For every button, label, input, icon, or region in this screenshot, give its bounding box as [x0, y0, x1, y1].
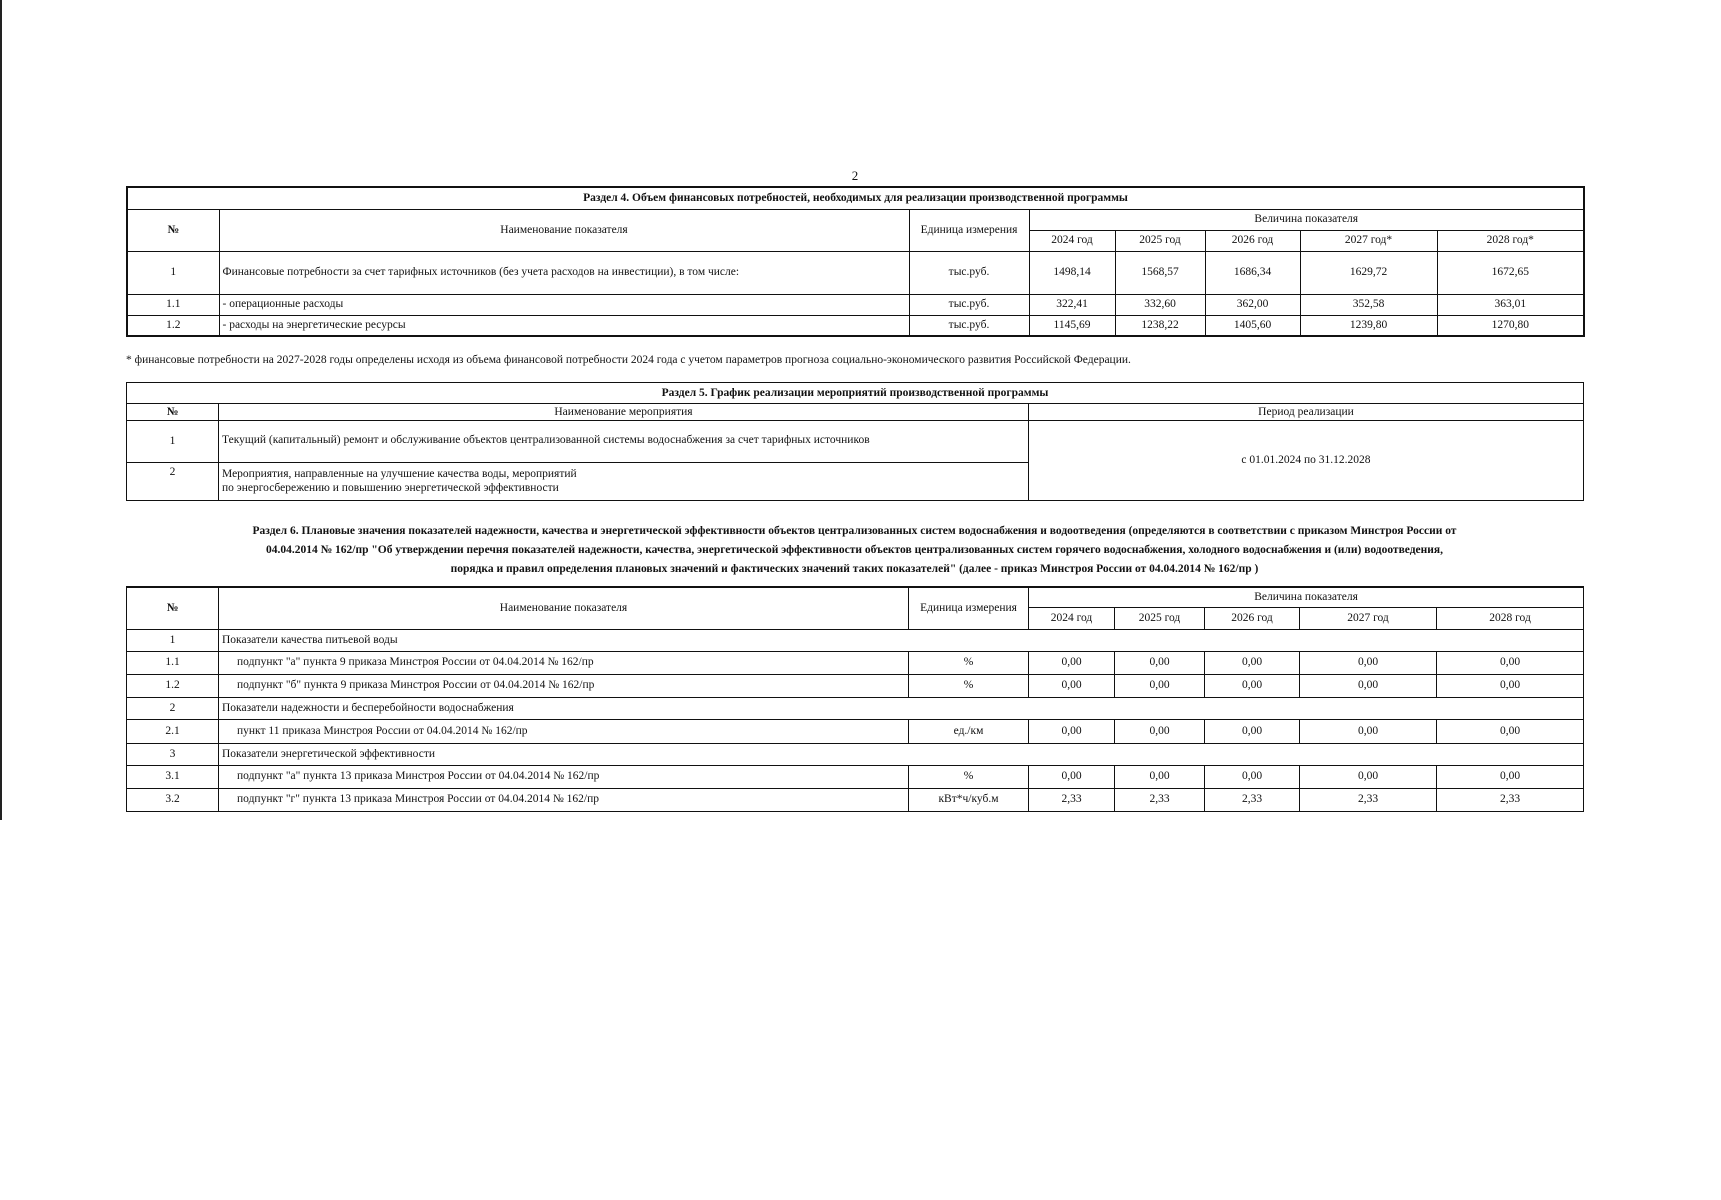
row-value: 0,00: [1300, 651, 1437, 674]
row-unit: %: [909, 765, 1029, 788]
row-unit: тыс.руб.: [909, 315, 1029, 336]
row-num: 2.1: [127, 719, 219, 743]
section4-footnote: * финансовые потребности на 2027-2028 годы определены исходя из объема финансовой потребности 2024 года с учетом параметров прогноза социально-экономического развития Российской Федерации.: [126, 354, 1131, 366]
row-name: Финансовые потребности за счет тарифных источников (без учета расходов на инвестиции), в том числе:: [219, 251, 909, 294]
row-value: 0,00: [1029, 765, 1115, 788]
row-value: 1686,34: [1205, 251, 1300, 294]
row-value: 0,00: [1205, 651, 1300, 674]
col-num-header: №: [127, 209, 219, 251]
row-value: 2,33: [1205, 788, 1300, 811]
table-row: [127, 674, 1584, 697]
row-value: 0,00: [1300, 719, 1437, 743]
section6-title-line: Раздел 6. Плановые значения показателей надежности, качества и энергетической эффективности объектов централизованных систем водоснабжения и водоотведения (определяются в соответствии с приказом Минстроя России от: [252, 525, 1457, 537]
col-name-header: Наименование показателя: [219, 209, 909, 251]
row-name-line: по энергосбережению и повышению энергетической эффективности: [222, 482, 559, 495]
row-value: 1238,22: [1115, 315, 1205, 336]
table-row: [127, 651, 1584, 674]
row-name: подпункт "г" пункта 13 приказа Минстроя России от 04.04.2014 № 162/пр: [219, 788, 909, 811]
row-value: 322,41: [1029, 294, 1115, 315]
row-unit: тыс.руб.: [909, 251, 1029, 294]
row-unit: кВт*ч/куб.м: [909, 788, 1029, 811]
table-row: [127, 788, 1584, 811]
row-value: 0,00: [1029, 651, 1115, 674]
period-value: с 01.01.2024 по 31.12.2028: [1029, 421, 1584, 501]
year-header: 2027 год: [1300, 607, 1437, 629]
row-num: 2: [127, 463, 219, 501]
row-value: 0,00: [1115, 765, 1205, 788]
group-num: 1: [127, 629, 219, 651]
row-value: 0,00: [1437, 765, 1584, 788]
row-value: 0,00: [1437, 719, 1584, 743]
group-row: [127, 629, 1584, 651]
col-unit-header: Единица измерения: [909, 587, 1029, 629]
section6-title-line: порядка и правил определения плановых значений и фактических значений таких показателей" (далее - приказ Минстроя России от 04.04.2014 № 162/пр ): [450, 563, 1259, 575]
row-value: 0,00: [1115, 719, 1205, 743]
row-value: 0,00: [1205, 765, 1300, 788]
group-num: 3: [127, 743, 219, 765]
row-value: 0,00: [1437, 651, 1584, 674]
section5-title: Раздел 5. График реализации мероприятий производственной программы: [127, 383, 1584, 404]
row-name: подпункт "а" пункта 9 приказа Минстроя России от 04.04.2014 № 162/пр: [219, 651, 909, 674]
row-unit: ед./км: [909, 719, 1029, 743]
year-header: 2028 год: [1437, 607, 1584, 629]
row-num: 1: [127, 251, 219, 294]
table-row: [127, 719, 1584, 743]
row-num: 1: [127, 421, 219, 463]
group-num: 2: [127, 697, 219, 719]
table-row: [127, 421, 1584, 463]
row-value: 0,00: [1115, 651, 1205, 674]
table-row: [127, 251, 1584, 294]
section6-title-line: 04.04.2014 № 162/пр "Об утверждении перечня показателей надежности, качества, энергетической эффективности объектов централизованных систем горячего водоснабжения, холодного водоснабжения и (или) водоотведения,: [265, 544, 1444, 556]
scan-left-edge: [0, 0, 2, 820]
row-num: 3.1: [127, 765, 219, 788]
row-name-line: Мероприятия, направленные на улучшение качества воды, мероприятий: [222, 468, 577, 480]
group-name: Показатели энергетической эффективности: [219, 743, 1584, 765]
table-row: [127, 765, 1584, 788]
col-name-header: Наименование мероприятия: [219, 404, 1029, 421]
row-value: 1568,57: [1115, 251, 1205, 294]
row-value: 1270,80: [1437, 315, 1584, 336]
value-group-header: Величина показателя: [1029, 209, 1584, 230]
row-num: 1.2: [127, 315, 219, 336]
row-num: 1.1: [127, 651, 219, 674]
row-name: - операционные расходы: [219, 294, 909, 315]
table-row: [127, 294, 1584, 315]
row-unit: %: [909, 674, 1029, 697]
row-name: - расходы на энергетические ресурсы: [219, 315, 909, 336]
row-value: 1145,69: [1029, 315, 1115, 336]
section6-title: [126, 522, 1583, 579]
year-header: 2025 год: [1115, 230, 1205, 251]
group-row: [127, 743, 1584, 765]
year-header: 2027 год*: [1300, 230, 1437, 251]
row-value: 352,58: [1300, 294, 1437, 315]
row-value: 2,33: [1437, 788, 1584, 811]
col-period-header: Период реализации: [1029, 404, 1584, 421]
section6-table: [126, 586, 1584, 812]
row-name: [219, 463, 1029, 501]
col-unit-header: Единица измерения: [909, 209, 1029, 251]
row-value: 0,00: [1205, 674, 1300, 697]
row-value: 1405,60: [1205, 315, 1300, 336]
section4-table: [126, 186, 1585, 337]
row-value: 2,33: [1029, 788, 1115, 811]
row-value: 363,01: [1437, 294, 1584, 315]
row-name: Текущий (капитальный) ремонт и обслуживание объектов централизованной системы водоснабжения за счет тарифных источников: [219, 421, 1029, 463]
row-value: 0,00: [1205, 719, 1300, 743]
row-name: подпункт "а" пункта 13 приказа Минстроя России от 04.04.2014 № 162/пр: [219, 765, 909, 788]
page-number: 2: [851, 168, 859, 183]
section4-title: Раздел 4. Объем финансовых потребностей, необходимых для реализации производственной программы: [127, 187, 1584, 209]
group-name: Показатели качества питьевой воды: [219, 629, 1584, 651]
row-unit: %: [909, 651, 1029, 674]
col-num-header: №: [127, 404, 219, 421]
row-value: 2,33: [1115, 788, 1205, 811]
row-value: 0,00: [1029, 674, 1115, 697]
row-num: 1.1: [127, 294, 219, 315]
row-value: 0,00: [1300, 674, 1437, 697]
row-value: 362,00: [1205, 294, 1300, 315]
row-value: 0,00: [1029, 719, 1115, 743]
group-name: Показатели надежности и бесперебойности водоснабжения: [219, 697, 1584, 719]
year-header: 2024 год: [1029, 607, 1115, 629]
table-row: [127, 315, 1584, 336]
row-value: 332,60: [1115, 294, 1205, 315]
row-num: 1.2: [127, 674, 219, 697]
row-unit: тыс.руб.: [909, 294, 1029, 315]
value-group-header: Величина показателя: [1029, 587, 1584, 607]
year-header: 2025 год: [1115, 607, 1205, 629]
row-name: подпункт "б" пункта 9 приказа Минстроя России от 04.04.2014 № 162/пр: [219, 674, 909, 697]
row-value: 1239,80: [1300, 315, 1437, 336]
year-header: 2026 год: [1205, 607, 1300, 629]
row-name: пункт 11 приказа Минстроя России от 04.04.2014 № 162/пр: [219, 719, 909, 743]
row-value: 1672,65: [1437, 251, 1584, 294]
year-header: 2026 год: [1205, 230, 1300, 251]
col-num-header: №: [127, 587, 219, 629]
year-header: 2028 год*: [1437, 230, 1584, 251]
row-value: 0,00: [1437, 674, 1584, 697]
section5-table: [126, 382, 1584, 501]
row-value: 0,00: [1300, 765, 1437, 788]
col-name-header: Наименование показателя: [219, 587, 909, 629]
row-num: 3.2: [127, 788, 219, 811]
group-row: [127, 697, 1584, 719]
row-value: 2,33: [1300, 788, 1437, 811]
row-value: 1629,72: [1300, 251, 1437, 294]
row-value: 0,00: [1115, 674, 1205, 697]
year-header: 2024 год: [1029, 230, 1115, 251]
row-value: 1498,14: [1029, 251, 1115, 294]
